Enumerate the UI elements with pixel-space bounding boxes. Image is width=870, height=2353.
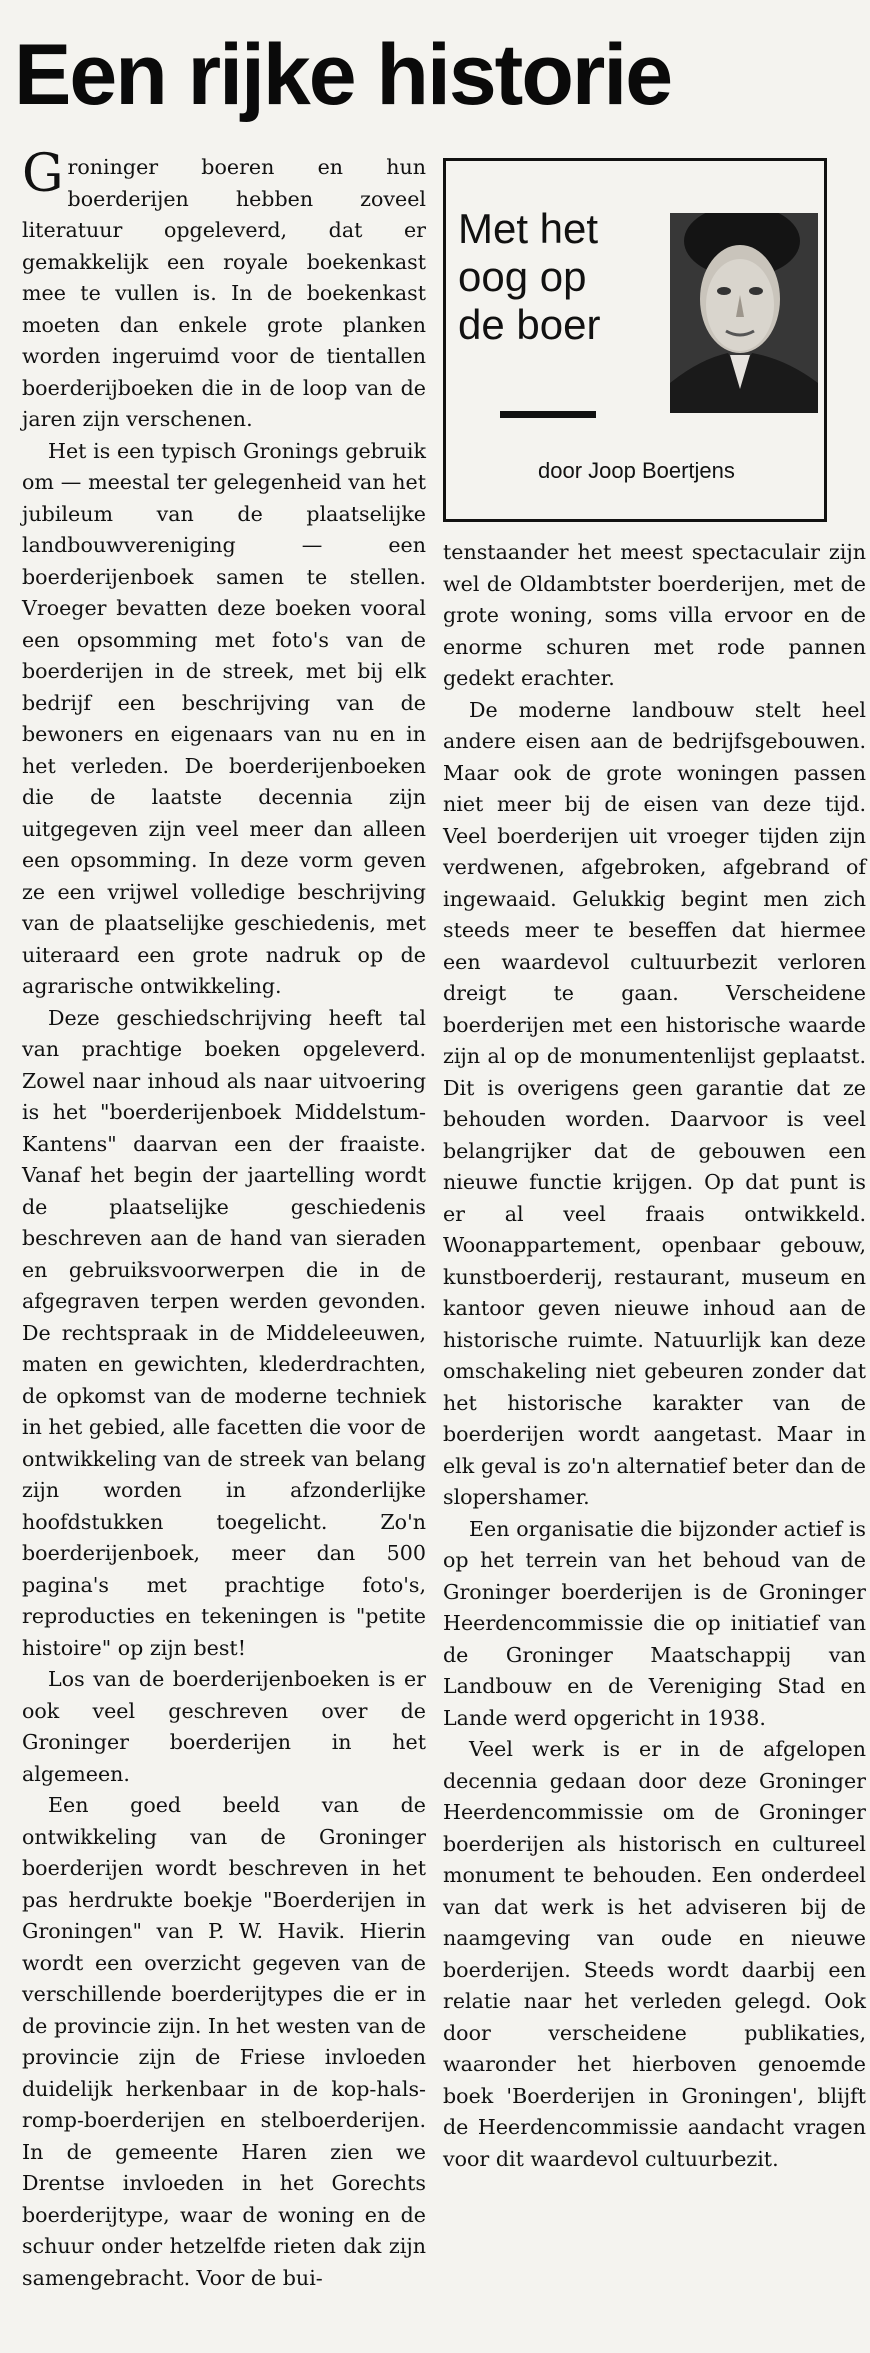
article-paragraph: Groninger boeren en hun boerderijen hebben zoveel literatuur opgeleverd, dat er gemakkelijk een royale boekenkast mee te vullen is. In de boekenkast moeten dan enkele grote planken worden ingeruimd voor de tientallen boerderijboeken die in de loop van de jaren zijn verschenen. [22,144,426,431]
column-title: Met het oog op de boer [458,205,601,348]
article-paragraph: Het is een typisch Gronings gebruik om — meestal ter gelegenheid van het jubileum van de plaatselijke landbouwvereniging — een boerderijenboek samen te stellen. Vroeger bevatten deze boeken vooral een opsomming met foto's van de boerderijen in de streek, met bij elk bedrijf een beschrijving van de bewoners en eigenaars van nu en in het verleden. De boerderijenboeken die de laatste decennia zijn uitgegeven zijn veel meer dan alleen een opsomming. In deze vorm geven ze een vrijwel volledige beschrijving van de plaatselijke geschiedenis, met uiteraard een grote nadruk op de agrarische ontwikkeling. [22,438,426,998]
article-paragraph: De moderne landbouw stelt heel andere eisen aan de bedrijfsgebouwen. Maar ook de grote woningen passen niet meer bij de eisen van deze tijd. Veel boerderijen uit vroeger tijden zijn verdwenen, afgebroken, afgebrand of ingewaaid. Gelukkig begint men zich steeds meer te beseffen dat hiermee een waardevol cultuurbezit verloren dreigt te gaan. Verscheidene boerderijen met een historische waarde zijn al op de monumentenlijst geplaatst. Dit is overigens geen garantie dat ze behouden worden. Daarvoor is veel belangrijker dat de gebouwen een nieuwe functie krijgen. Op dat punt is er al veel fraais ontwikkeld. Woonappartement, openbaar gebouw, kunstboerderij, restaurant, museum en kantoor geven nieuwe inhoud aan de historische ruimte. Natuurlijk kan deze omschakeling niet gebeuren zonder dat het historische karakter van de boerderijen wordt aangetast. Maar in elk geval is zo'n alternatief beter dan de slopershamer. [443,697,866,1509]
article-paragraph: Veel werk is er in de afgelopen decennia gedaan door deze Groninger Heerdencommissie om de Groninger boerderijen als historisch en cultureel monument te behouden. Een onderdeel van dat werk is het adviseren bij de naamgeving van oude en nieuwe boerderijen. Steeds wordt daarbij een relatie naar het verleden gelegd. Ook door verscheidene publikaties, waaronder het hierboven genoemde boek 'Boerderijen in Groningen', blijft de Heerdencommissie aandacht vragen voor dit waardevol cultuurbezit. [443,1737,866,2171]
article-paragraph: Een organisatie die bijzonder actief is op het terrein van het behoud van de Groninger boerderijen is de Groninger Heerdencommissie die op initiatief van de Groninger Maatschappij van Landbouw en de Vereniging Stad en Lande werd opgericht in 1938. [443,1516,866,1730]
article-headline: Een rijke historie [14,27,672,123]
column-header-box [443,158,827,522]
author-portrait [670,213,818,413]
article-column-right [443,537,866,2175]
drop-cap: G [22,144,64,204]
article-paragraph: Een goed beeld van de ontwikkeling van de Groninger boerderijen wordt beschreven in het pas herdrukte boekje "Boerderijen in Groningen" van P. W. Havik. Hierin wordt een overzicht gegeven van de verschillende boerderijtypes die er in de provincie zijn. In het westen van de provincie zijn de Friese invloeden duidelijk herkenbaar in de kop-hals-romp-boerderijen en stelboerderijen. In de gemeente Haren zien we Drentse invloeden in het Gorechts boerderijtype, waar de woning en de schuur onder hetzelfde rieten dak zijn samengebracht. Voor de bui- [22,1793,426,2290]
article-paragraph: Deze geschiedschrijving heeft tal van prachtige boeken opgeleverd. Zowel naar inhoud als naar uitvoering is het "boerderijenboek Middelstum-Kantens" daarvan een der fraaiste. Vanaf het begin der jaartelling wordt de plaatselijke geschiedenis beschreven aan de hand van sieraden en gebruiksvoorwerpen die in de afgegraven terpen werden gevonden. De rechtspraak in de Middeleeuwen, maten en gewichten, klederdrachten, de opkomst van de moderne techniek in het gebied, alle facetten die voor de ontwikkeling van de streek van belang zijn worden in afzonderlijke hoofdstukken toegelicht. Zo'n boerderijenboek, meer dan 500 pagina's met prachtige foto's, reproducties en tekeningen is "petite histoire" op zijn best! [22,1005,426,1660]
article-paragraph: tenstaander het meest spectaculair zijn wel de Oldambtster boerderijen, met de grote woning, soms villa ervoor en de enorme schuren met rode pannen gedekt erachter. [443,540,866,690]
author-byline: door Joop Boertjens [538,458,735,483]
decorative-rule [500,411,596,418]
article-paragraph: Los van de boerderijenboeken is er ook veel geschreven over de Groninger boerderijen in het algemeen. [22,1667,426,1786]
article-column-left [22,144,426,2294]
